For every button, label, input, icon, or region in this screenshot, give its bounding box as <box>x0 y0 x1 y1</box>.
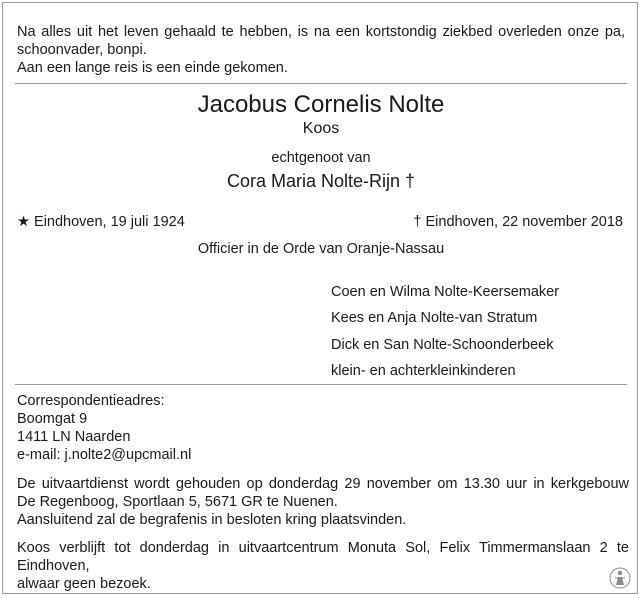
intro-text <box>17 23 625 77</box>
service-text <box>17 475 629 529</box>
service-line-3: Aansluitend zal de begrafenis in besloten kring plaatsvinden. <box>17 512 407 528</box>
family-line-4: klein- en achterkleinkinderen <box>331 363 516 379</box>
deceased-nickname: Koos <box>302 120 340 137</box>
family-line-2: Kees en Anja Nolte-van Stratum <box>331 310 538 326</box>
viewing-line-1: Koos verblijft tot donderdag in uitvaartcentrum Monuta Sol, Felix Timmermanslaan 2 te Eindhoven, <box>17 540 629 574</box>
correspondence-street: Boomgat 9 <box>17 411 88 427</box>
intro-line-2: schoonvader, bonpi. <box>17 42 147 58</box>
intro-line-3: Aan een lange reis is een einde gekomen. <box>17 60 288 76</box>
divider-top <box>15 83 627 84</box>
service-line-1: De uitvaartdienst wordt gehouden op donderdag 29 november om 13.30 uur in kerkgebouw <box>17 476 629 492</box>
spouse-prefix: echtgenoot van <box>271 150 371 166</box>
intro-line-1: Na alles uit het leven gehaald te hebben, is na een kortstondig ziekbed overleden onze pa, <box>17 24 625 40</box>
divider-middle <box>15 384 627 385</box>
obituary-card <box>2 2 638 594</box>
death-date: † Eindhoven, 22 november 2018 <box>413 214 623 230</box>
spouse-name: Cora Maria Nolte-Rijn † <box>226 171 416 191</box>
viewing-line-2: alwaar geen bezoek. <box>17 576 151 592</box>
honor-title: Officier in de Orde van Oranje-Nassau <box>197 241 445 257</box>
birth-date: ★ Eindhoven, 19 juli 1924 <box>17 214 185 230</box>
service-line-2: De Regenboog, Sportlaan 5, 5671 GR te Nuenen. <box>17 494 338 510</box>
family-line-3: Dick en San Nolte-Schoonderbeek <box>331 337 554 353</box>
correspondence-city: 1411 LN Naarden <box>17 429 131 445</box>
deceased-name: Jacobus Cornelis Nolte <box>197 91 445 118</box>
publisher-logo-icon <box>609 567 631 589</box>
viewing-text <box>17 539 629 593</box>
correspondence-email: e-mail: j.nolte2@upcmail.nl <box>17 447 192 463</box>
correspondence-label: Correspondentieadres: <box>17 393 165 409</box>
family-line-1: Coen en Wilma Nolte-Keersemaker <box>331 284 560 300</box>
